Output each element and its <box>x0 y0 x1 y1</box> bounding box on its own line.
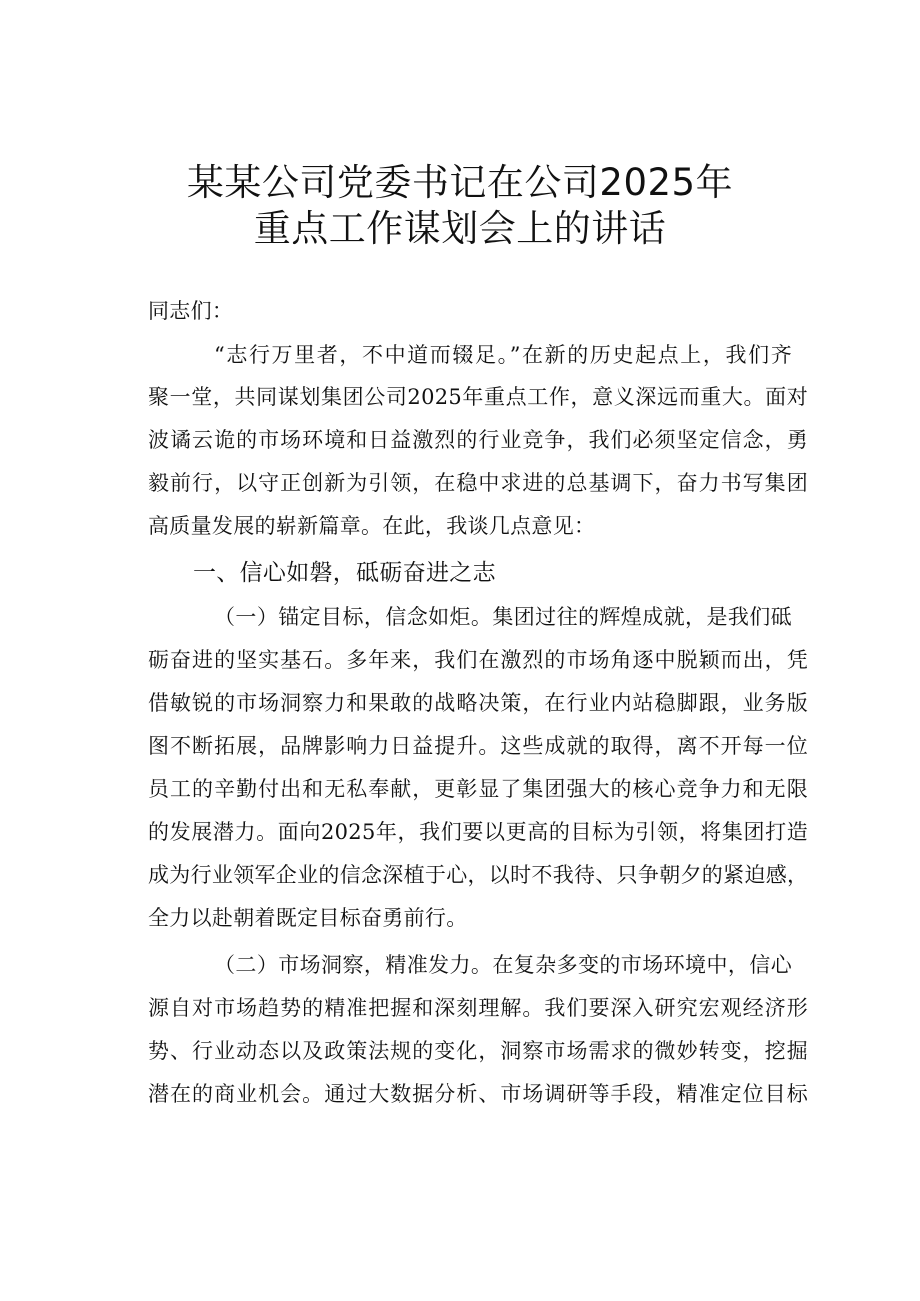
section-1-heading: 一、信心如磐，砥砺奋进之志 <box>193 560 496 586</box>
document-title-line-2: 重点工作谋划会上的讲话 <box>253 207 667 250</box>
intro-line-2: 聚一堂，共同谋划集团公司2025年重点工作，意义深远而重大。面对 <box>148 385 808 409</box>
para1-line-6: 的发展潜力。面向2025年，我们要以更高的目标为引领，将集团打造 <box>148 820 808 844</box>
para1-line-3: 借敏锐的市场洞察力和果敢的战略决策，在行业内站稳脚跟，业务版 <box>148 691 808 715</box>
para1-line-5: 员工的辛勤付出和无私奉献，更彰显了集团强大的核心竞争力和无限 <box>148 777 808 801</box>
greeting: 同志们： <box>148 299 234 323</box>
para2-line-2: 源自对市场趋势的精准把握和深刻理解。我们要深入研究宏观经济形 <box>148 996 808 1020</box>
para1-line-4: 图不断拓展，品牌影响力日益提升。这些成就的取得，离不开每一位 <box>148 734 808 758</box>
intro-line-1: “志行万里者，不中道而辍足。”在新的历史起点上，我们齐 <box>214 343 792 367</box>
intro-line-5: 高质量发展的崭新篇章。在此，我谈几点意见： <box>148 514 596 538</box>
para1-line-8: 全力以赴朝着既定目标奋勇前行。 <box>148 906 468 930</box>
intro-line-4: 毅前行，以守正创新为引领，在稳中求进的总基调下，奋力书写集团 <box>148 471 808 495</box>
para2-line-4: 潜在的商业机会。通过大数据分析、市场调研等手段，精准定位目标 <box>148 1082 808 1106</box>
para1-line-1: （一）锚定目标，信念如炬。集团过往的辉煌成就，是我们砥 <box>214 605 792 629</box>
para2-line-3: 势、行业动态以及政策法规的变化，洞察市场需求的微妙转变，挖掘 <box>148 1039 808 1063</box>
para1-line-7: 成为行业领军企业的信念深植于心，以时不我待、只争朝夕的紧迫感， <box>148 863 809 887</box>
para2-line-1: （二）市场洞察，精准发力。在复杂多变的市场环境中，信心 <box>214 953 792 977</box>
intro-line-3: 波谲云诡的市场环境和日益激烈的行业竞争，我们必须坚定信念，勇 <box>148 428 808 452</box>
document-title-line-1: 某某公司党委书记在公司2025年 <box>186 161 734 204</box>
para1-line-2: 砺奋进的坚实基石。多年来，我们在激烈的市场角逐中脱颖而出，凭 <box>148 648 808 672</box>
